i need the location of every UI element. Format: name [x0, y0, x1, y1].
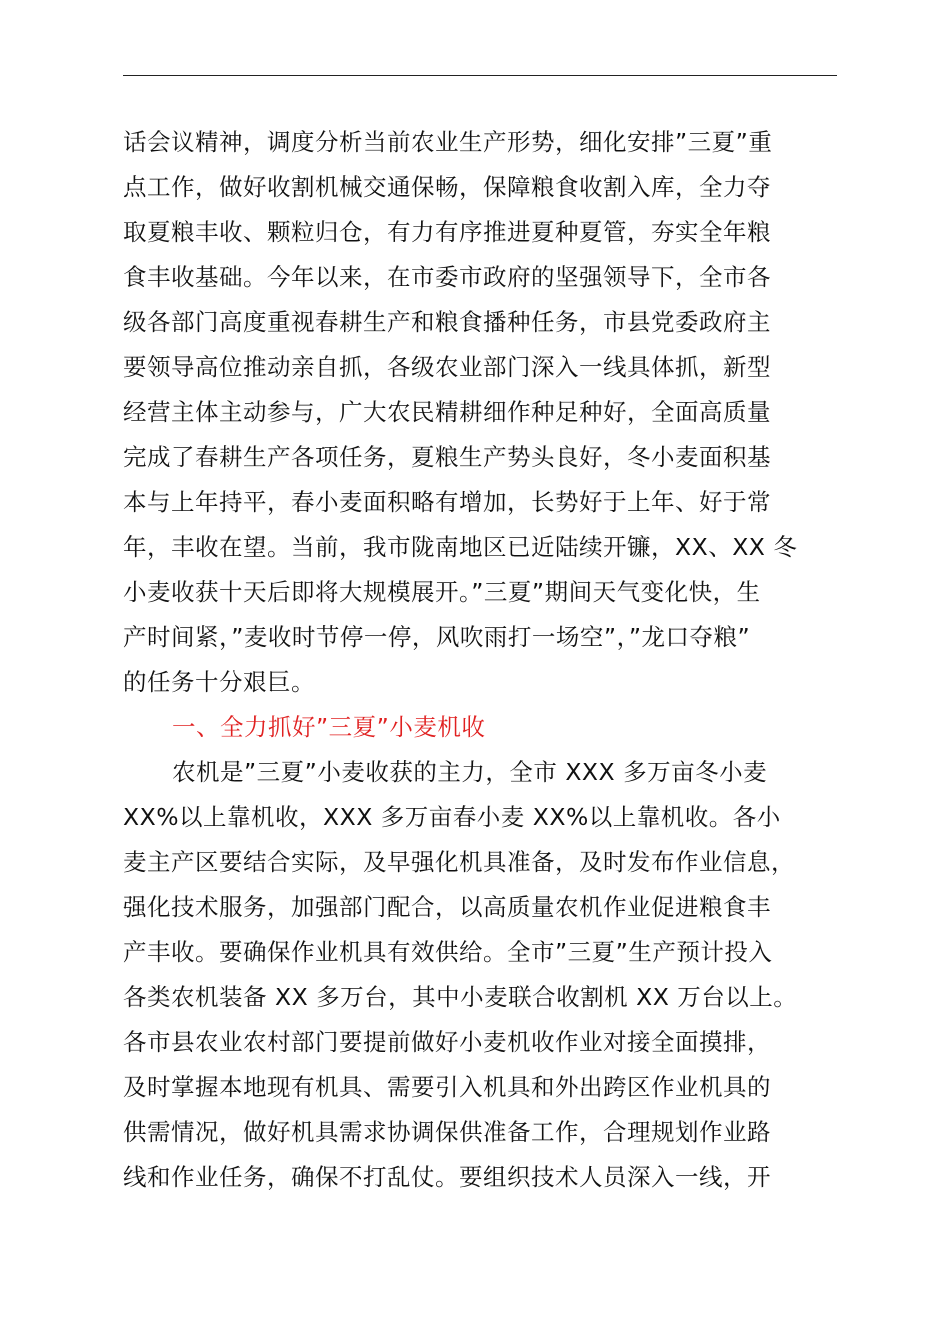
- body-line: 产时间紧，”麦收时节停一停，风吹雨打一场空”，”龙口夺粮”: [123, 623, 751, 651]
- section-line: 各类农机装备 XX 多万台，其中小麦联合收割机 XX 万台以上。: [123, 983, 798, 1011]
- body-line: 本与上年持平，春小麦面积略有增加，长势好于上年、好于常: [123, 488, 771, 516]
- body-line: 年，丰收在望。当前，我市陇南地区已近陆续开镰，XX、XX 冬: [123, 533, 798, 561]
- body-line: 要领导高位推动亲自抓，各级农业部门深入一线具体抓，新型: [123, 353, 771, 381]
- section-line: 产丰收。要确保作业机具有效供给。全市”三夏”生产预计投入: [123, 938, 773, 966]
- body-line: 话会议精神，调度分析当前农业生产形势，细化安排”三夏”重: [123, 128, 773, 156]
- body-line: 经营主体主动参与，广大农民精耕细作种足种好，全面高质量: [123, 398, 771, 426]
- section-line: 农机是”三夏”小麦收获的主力，全市 XXX 多万亩冬小麦: [172, 758, 768, 786]
- section-line: 各市县农业农村部门要提前做好小麦机收作业对接全面摸排，: [123, 1028, 771, 1056]
- section-line: 强化技术服务，加强部门配合，以高质量农机作业促进粮食丰: [123, 893, 771, 921]
- section-heading: 一、全力抓好”三夏”小麦机收: [172, 713, 486, 741]
- section-line: XX%以上靠机收，XXX 多万亩春小麦 XX%以上靠机收。各小: [123, 803, 781, 831]
- section-line: 线和作业任务，确保不打乱仗。要组织技术人员深入一线，开: [123, 1163, 771, 1191]
- body-line: 食丰收基础。今年以来，在市委市政府的坚强领导下，全市各: [123, 263, 771, 291]
- body-line: 级各部门高度重视春耕生产和粮食播种任务，市县党委政府主: [123, 308, 771, 336]
- body-line: 完成了春耕生产各项任务，夏粮生产势头良好，冬小麦面积基: [123, 443, 771, 471]
- body-line: 的任务十分艰巨。: [123, 668, 315, 696]
- body-line: 点工作，做好收割机械交通保畅，保障粮食收割入库，全力夺: [123, 173, 771, 201]
- body-line: 小麦收获十天后即将大规模展开。”三夏”期间天气变化快，生: [123, 578, 761, 606]
- section-line: 供需情况，做好机具需求协调保供准备工作，合理规划作业路: [123, 1118, 771, 1146]
- section-line: 及时掌握本地现有机具、需要引入机具和外出跨区作业机具的: [123, 1073, 771, 1101]
- header-rule: [123, 75, 837, 76]
- section-line: 麦主产区要结合实际，及早强化机具准备，及时发布作业信息，: [123, 848, 795, 876]
- body-line: 取夏粮丰收、颗粒归仓，有力有序推进夏种夏管，夯实全年粮: [123, 218, 771, 246]
